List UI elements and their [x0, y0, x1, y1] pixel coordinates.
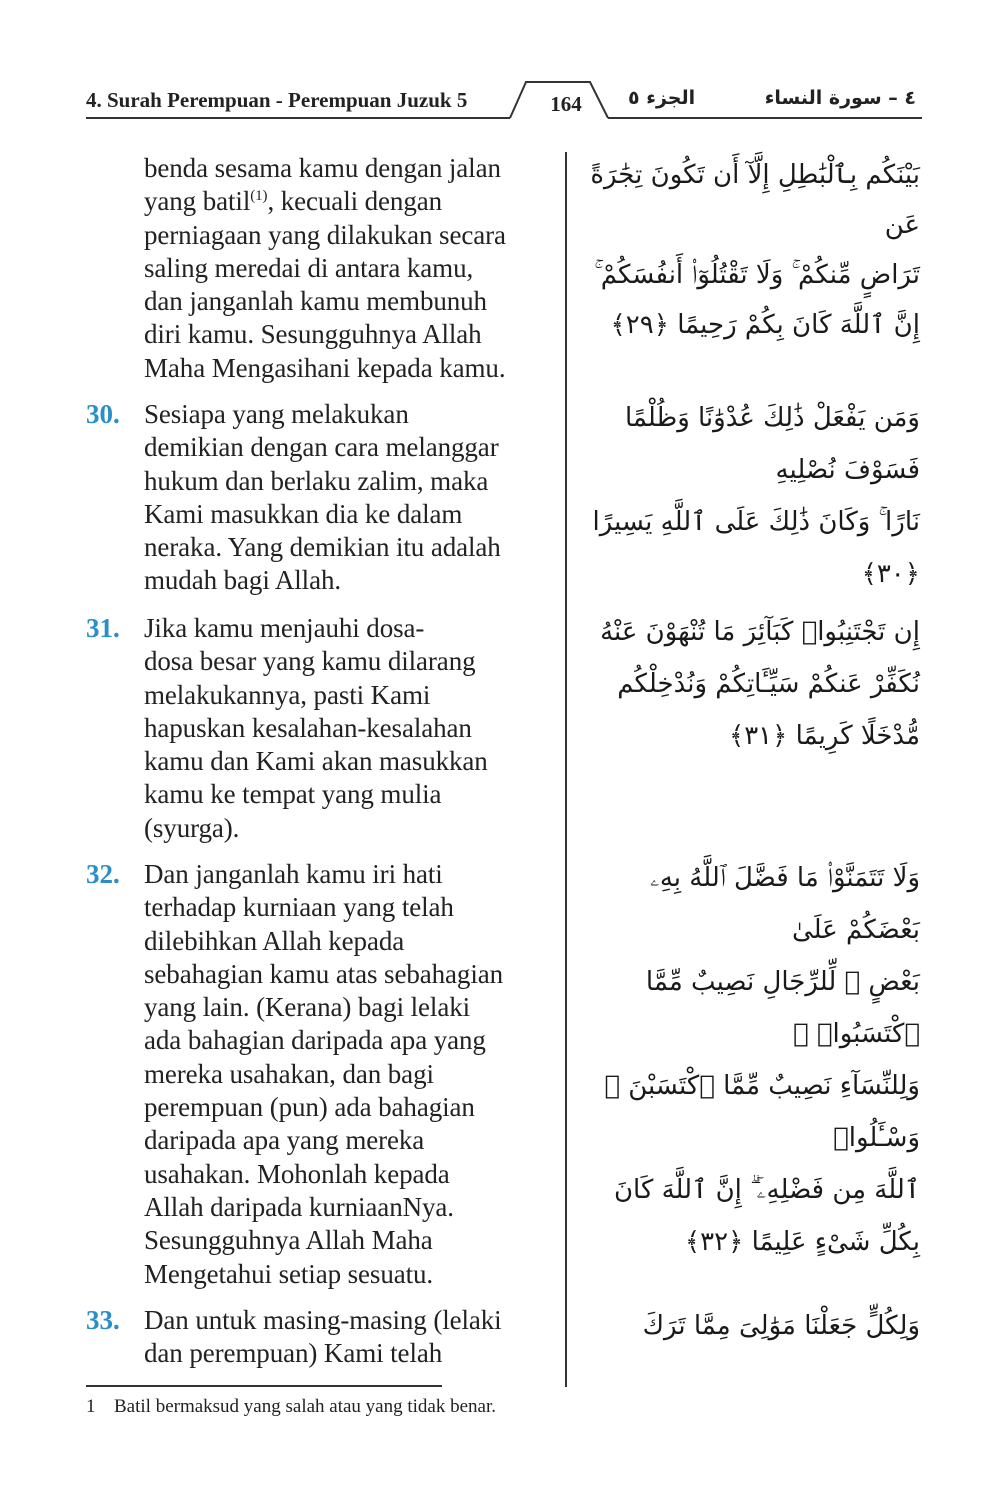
header-frame: [0, 0, 1000, 140]
verse-text: Sesiapa yang melakukan demikian dengan cara melanggar hukum dan berlaku zalim, maka Kami masukkan dia ke dalam neraka. Yang demikian itu adalah mudah bagi Allah.: [144, 399, 501, 596]
verse-text: Dan janganlah kamu iri hati terhadap kurniaan yang telah dilebihkan Allah kepada sebahagian kamu atas sebahagian yang lain. (Kerana) bagi lelaki ada bahagian daripada apa yang mereka usahakan, dan bagi perempuan (pun) ada bahagian daripada apa yang mereka usahakan. Mohonlah kepada Allah daripada kurniaanNya. Sesungguhnya Allah Maha Mengetahui setiap sesuatu.: [144, 859, 504, 1289]
footnote-rule: [86, 1385, 442, 1387]
verse-33-arabic: وَلِكُلٍّ جَعَلْنَا مَوَٰلِىَ مِمَّا تَرَكَ: [642, 1311, 920, 1341]
verse-31-arabic: إِن تَجْتَنِبُوا۟ كَبَآئِرَ مَا تُنْهَوْنَ عَنْهُ نُكَفِّرْ عَنكُمْ سَيِّـَٔاتِكُمْ وَنُدْخِلْكُم مُّدْخَلًا كَرِيمًا ﴿٣١﴾: [600, 617, 920, 751]
verse-number: 32.: [86, 859, 120, 889]
verse-30-arabic: وَمَن يَفْعَلْ ذَٰلِكَ عُدْوَٰنًا وَظُلْمًا فَسَوْفَ نُصْلِيهِ نَارًا ۚ وَكَانَ ذَٰلِكَ عَلَى ٱللَّهِ يَسِيرًا ﴿٣٠﴾: [592, 403, 920, 589]
verse-number: 31.: [86, 613, 120, 643]
header-juz-arabic: الجزء ٥: [628, 87, 696, 109]
verse-29-arabic: بَيْنَكُم بِٱلْبَٰطِلِ إِلَّآ أَن تَكُونَ تِجَٰرَةً عَن تَرَاضٍ مِّنكُمْ ۚ وَلَا تَقْتُلُوٓا۟ أَنفُسَكُمْ ۚ إِنَّ ٱللَّهَ كَانَ بِكُمْ رَحِيمًا ﴿٢٩﴾: [590, 160, 920, 340]
verse-32-arabic: وَلَا تَتَمَنَّوْا۟ مَا فَضَّلَ ٱللَّهُ بِهِۦ بَعْضَكُمْ عَلَىٰ بَعْضٍ ۚ لِّلرِّجَالِ نَصِيبٌ مِّمَّا ٱكْتَسَبُوا۟ ۖ وَلِلنِّسَآءِ نَصِيبٌ مِّمَّا ٱكْتَسَبْنَ ۚ وَسْـَٔلُوا۟ ٱللَّهَ مِن فَضْلِهِۦٓ ۗ إِنَّ ٱللَّهَ كَانَ بِكُلِّ شَىْءٍ عَلِيمًا ﴿٣٢﴾: [604, 863, 920, 1257]
column-divider: [565, 152, 567, 1387]
verse-text: Jika kamu menjauhi dosa- dosa besar yang kamu dilarang melakukannya, pasti Kami hapuskan kesalahan-kesalahan kamu dan Kami akan masukkan kamu ke tempat yang mulia (syurga).: [144, 613, 488, 843]
verse-32-translation: [86, 858, 556, 1291]
verse-33-translation: [86, 1304, 556, 1371]
verse-31-translation: [86, 612, 556, 845]
verse-30-translation: [86, 398, 556, 598]
footnote-number: 1: [86, 1396, 96, 1417]
header-title: 4. Surah Perempuan - Perempuan Juzuk 5: [86, 88, 468, 112]
verse-number: 33.: [86, 1305, 120, 1335]
verse-text: Dan untuk masing-masing (lelaki dan perempuan) Kami telah: [144, 1305, 502, 1369]
footnote: [86, 1396, 496, 1418]
header-surah-arabic: ٤ – سورة النساء: [764, 87, 916, 109]
verse-29-text-part1: benda sesama kamu dengan jalan yang batil: [144, 153, 501, 217]
verse-29-text-part2: , kecuali dengan perniagaan yang dilakukan secara saling meredai di antara kamu, dan janganlah kamu membunuh diri kamu. Sesungguhnya Allah Maha Mengasihani kepada kamu.: [144, 186, 506, 383]
footnote-ref: (1): [250, 188, 268, 205]
footnote-text: Batil bermaksud yang salah atau yang tidak benar.: [114, 1396, 496, 1417]
verse-number: 30.: [86, 399, 120, 429]
page-number: 164: [550, 92, 582, 116]
verse-29-translation: [86, 152, 556, 385]
